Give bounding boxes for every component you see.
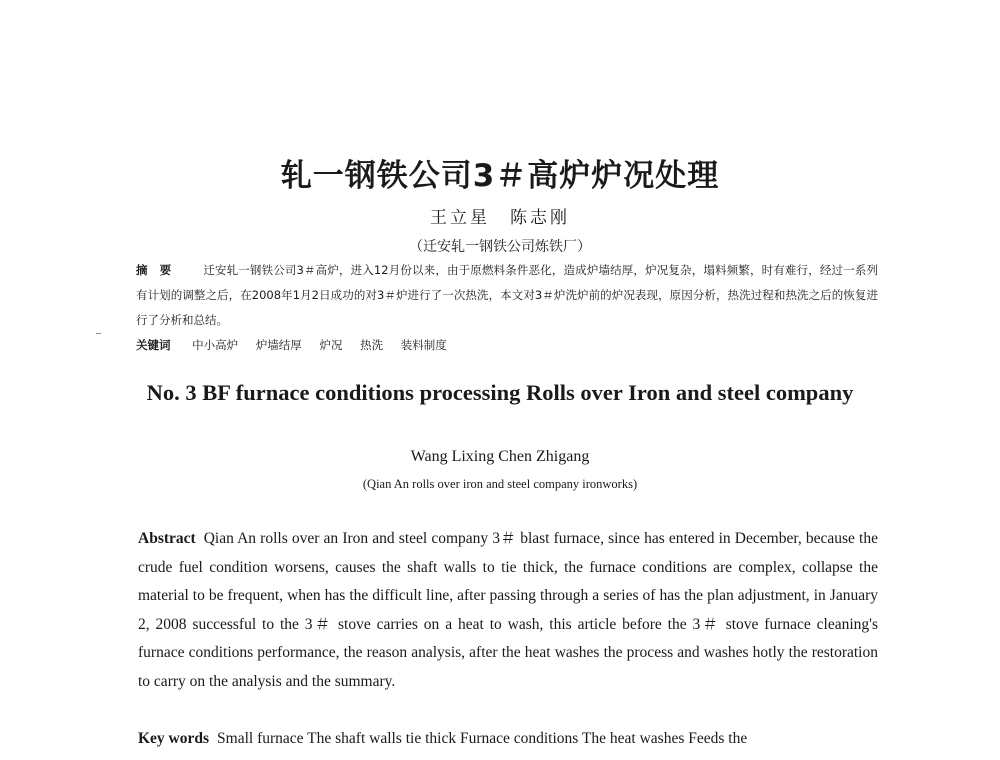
english-keywords	[138, 730, 878, 748]
chinese-abstract	[136, 258, 878, 358]
chinese-keywords-label: 关键词	[136, 338, 171, 352]
english-title: No. 3 BF furnace conditions processing Rolls over Iron and steel company	[146, 380, 854, 405]
english-authors: Wang Lixing Chen Zhigang	[410, 448, 590, 465]
chinese-keyword: 中小高炉	[192, 338, 239, 352]
chinese-keyword: 热洗	[360, 338, 384, 352]
chinese-abstract-label: 摘要	[136, 263, 184, 277]
english-abstract-label: Abstract	[138, 530, 196, 547]
english-keywords-label: Key words	[138, 730, 210, 747]
margin-mark	[96, 333, 101, 334]
chinese-authors: 王立星 陈志刚	[430, 208, 570, 228]
chinese-keyword: 装料制度	[400, 338, 447, 352]
chinese-keywords	[136, 333, 878, 358]
chinese-affiliation: （迁安轧一钢铁公司炼铁厂）	[409, 239, 591, 255]
chinese-keyword: 炉墙结厚	[255, 338, 302, 352]
english-abstract-text: Qian An rolls over an Iron and steel company 3＃ blast furnace, since has entered in December, because the crude fuel condition worsens, causes the shaft walls to tie thick, the furnace conditions are complex, collapse the material to be frequent, when has the difficult line, after passing through a series of has the plan adjustment, in January 2, 2008 successful to the 3＃ stove carries on a heat to wash, this article before the 3＃ stove furnace cleaning's furnace conditions performance, the reason analysis, after the heat washes the process and washes hotly the restoration to carry on the analysis and the summary.	[138, 530, 878, 690]
chinese-abstract-text: 迁安轧一钢铁公司3＃高炉，进入12月份以来，由于原燃料条件恶化，造成炉墙结厚，炉况复杂，塌料频繁，时有难行，经过一系列有计划的调整之后，在2008年1月2日成功的对3＃炉进行了一次热洗，本文对3＃炉洗炉前的炉况表现，原因分析，热洗过程和热洗之后的恢复进行了分析和总结。	[136, 263, 878, 327]
english-abstract	[138, 525, 878, 696]
english-affiliation: (Qian An rolls over iron and steel company ironworks)	[362, 477, 638, 491]
chinese-title: 轧一钢铁公司3＃高炉炉况处理	[280, 158, 720, 194]
english-keywords-text: Small furnace The shaft walls tie thick Furnace conditions The heat washes Feeds the	[217, 730, 748, 747]
chinese-keyword: 炉况	[319, 338, 343, 352]
